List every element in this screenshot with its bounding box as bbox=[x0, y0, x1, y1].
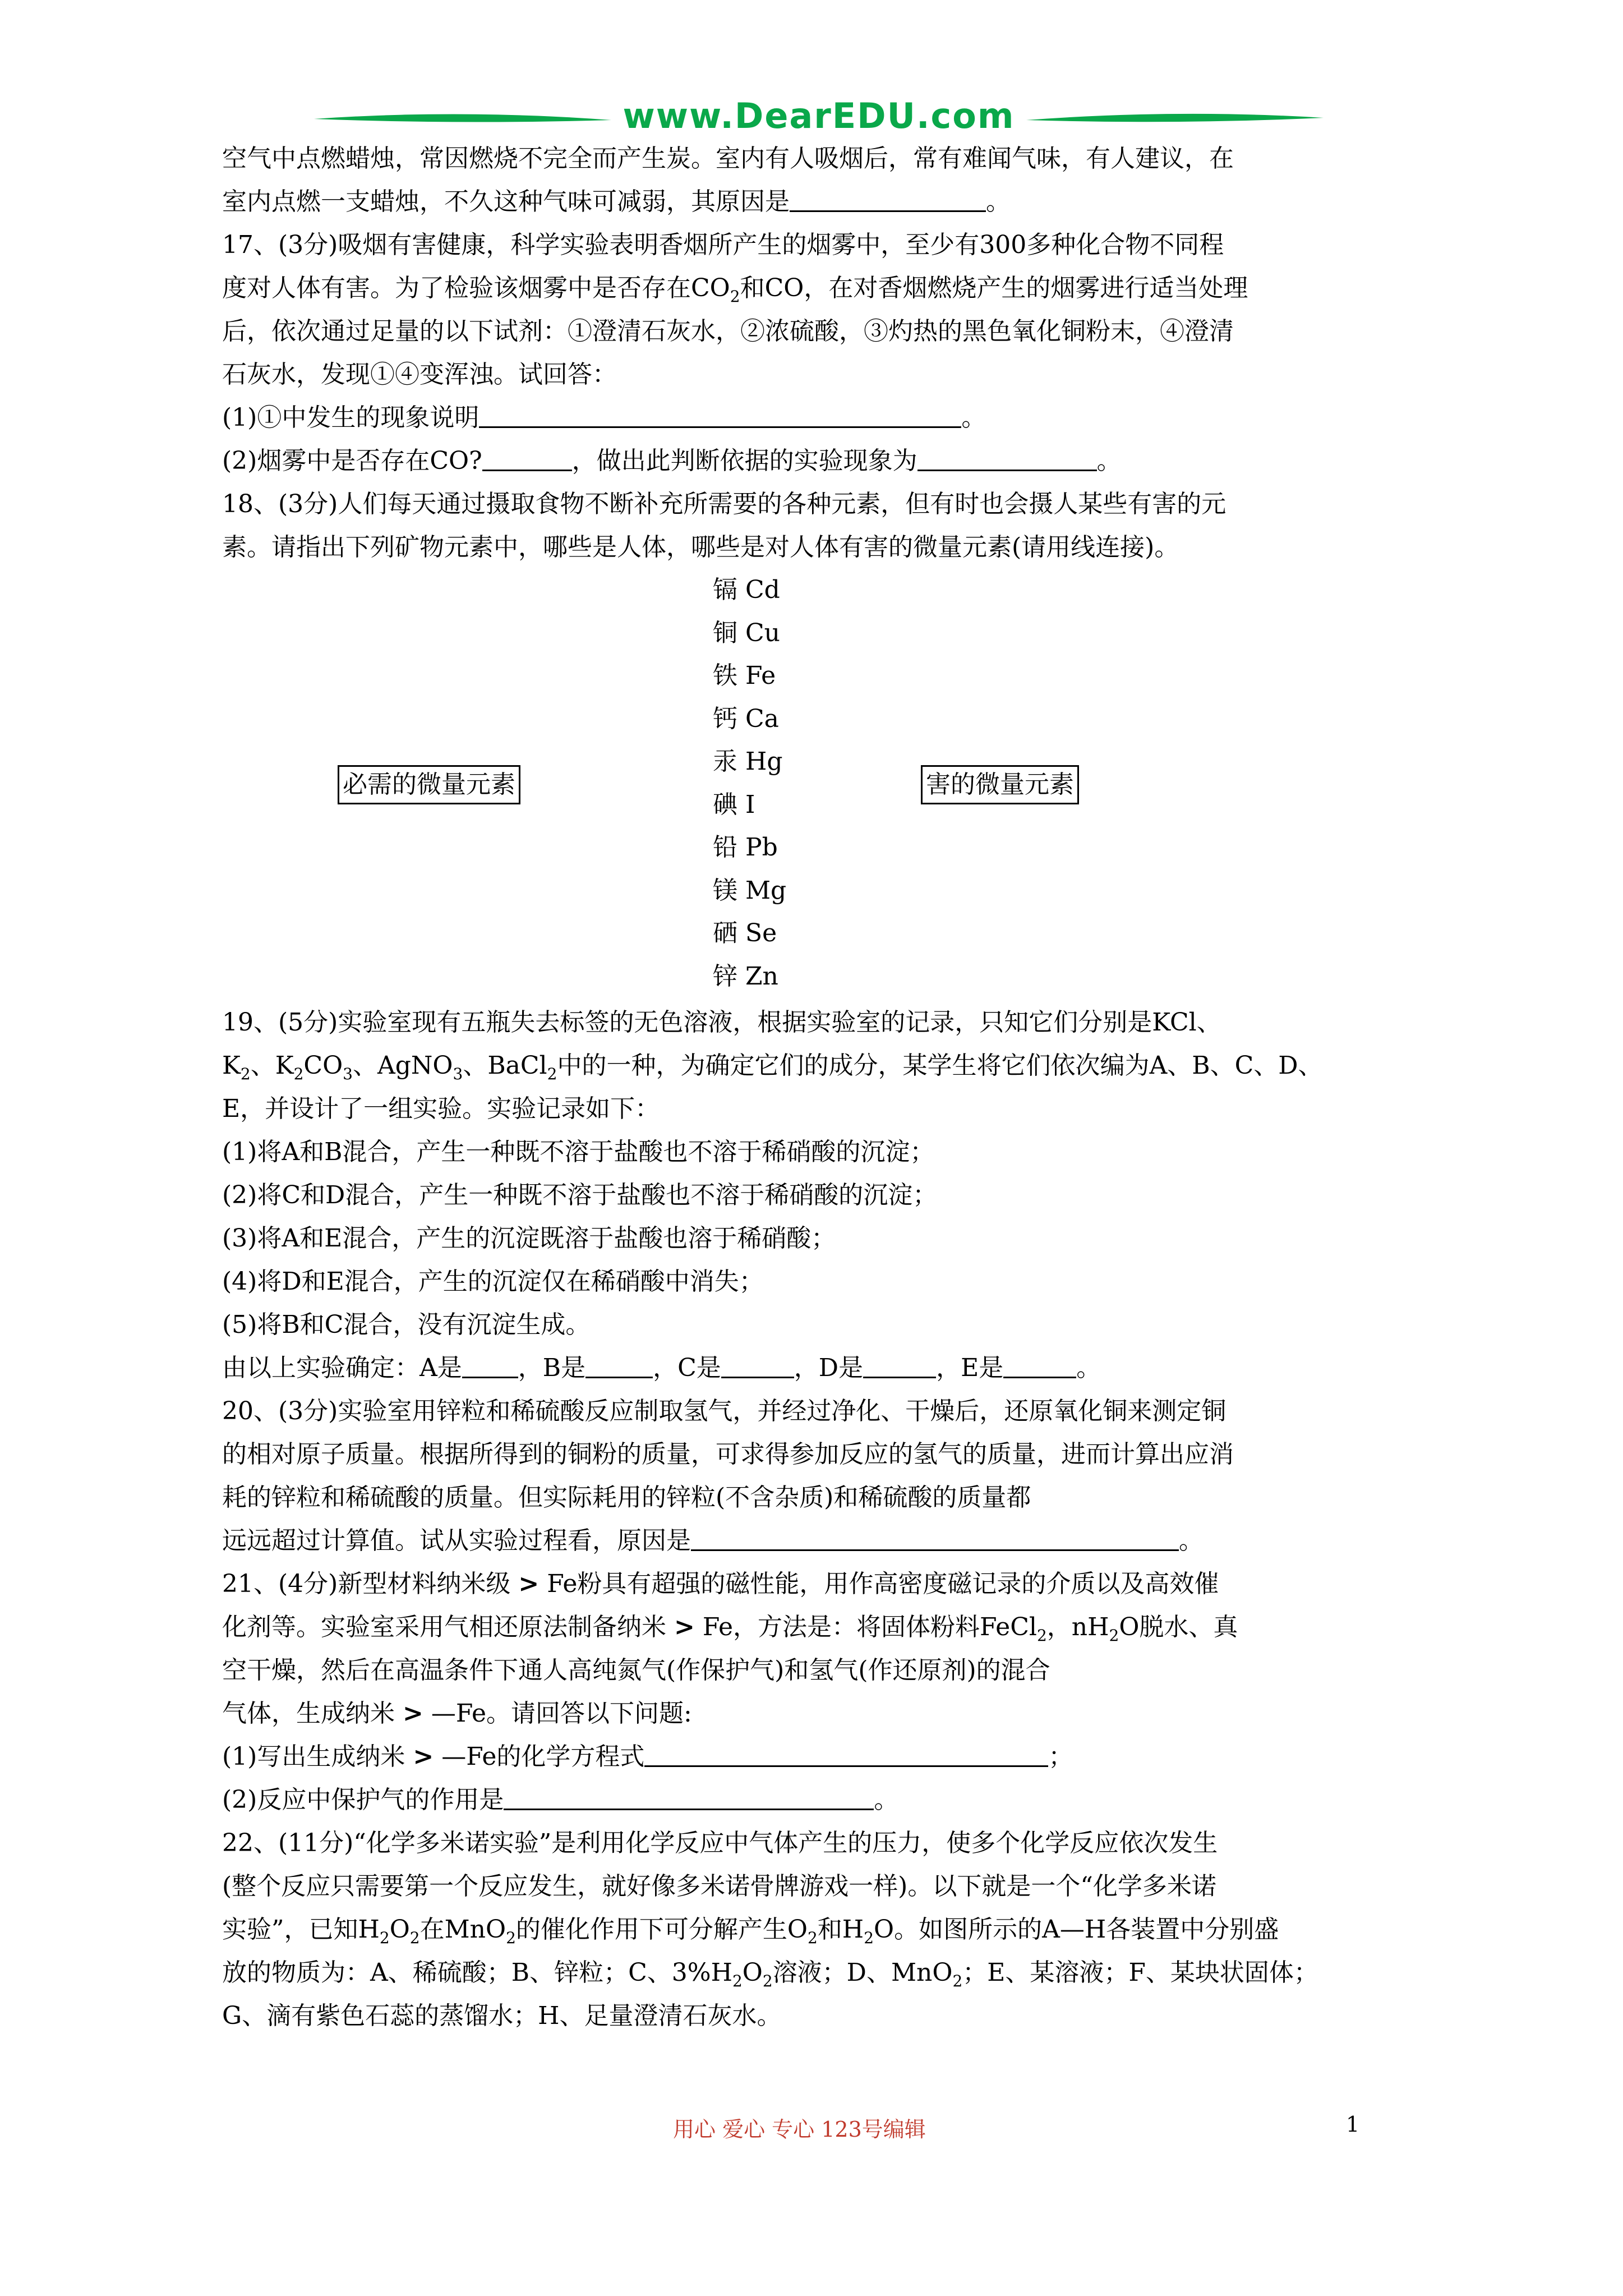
element-item: 铅 Pb bbox=[713, 833, 778, 862]
element-item: 碘 I bbox=[713, 790, 755, 819]
text-line: 化剂等。实验室采用气相还原法制备纳米 > Fe，方法是：将固体粉料FeCl$_2$，$nH_2O$脱水、真 bbox=[222, 1613, 1238, 1645]
element-item: 铜 Cu bbox=[713, 618, 780, 647]
site-header bbox=[314, 95, 1324, 140]
gamma-glyph: > bbox=[518, 1570, 540, 1598]
gamma-glyph: > bbox=[674, 1613, 695, 1641]
answer-blank bbox=[721, 1352, 794, 1378]
text-line: 空气中点燃蜡烛，常因燃烧不完全而产生炭。室内有人吸烟后，常有难闻气味，有人建议，在 bbox=[222, 144, 1234, 173]
text-line: 耗的锌粒和稀硫酸的质量。但实际耗用的锌粒(不含杂质)和稀硫酸的质量都 bbox=[222, 1483, 1031, 1512]
text-line: 气体，生成纳米 > —Fe。请回答以下问题: bbox=[222, 1699, 692, 1728]
harmful-elements-box: 害的微量元素 bbox=[921, 765, 1079, 804]
essential-elements-box: 必需的微量元素 bbox=[338, 765, 520, 804]
text-line: (1)①中发生的现象说明 。 bbox=[222, 396, 1414, 439]
question-20: 20、(3分)实验室用锌粒和稀硫酸反应制取氢气，并经过净化、干燥后，还原氧化铜来测定铜 bbox=[222, 1397, 1227, 1425]
answer-blank bbox=[691, 1525, 1179, 1551]
text-line: 后，依次通过足量的以下试剂：①澄清石灰水，②浓硫酸，③灼热的黑色氧化铜粉末，④澄清 bbox=[222, 317, 1234, 346]
text-line: 放的物质为：A、稀硫酸；B、锌粒；C、$3\%H_2O_2$溶液；D、MnO$_2$；E、某溶液；F、某块状固体； bbox=[222, 1958, 1318, 1990]
document-body bbox=[222, 137, 1414, 2037]
text-line: $K_2$、$K_2CO_3$、AgNO$_3$、BaCl$_2$中的一种，为确定它们的成分，某学生将它们依次编为A、B、C、D、 bbox=[222, 1051, 1323, 1083]
answer-blank bbox=[1003, 1352, 1076, 1378]
text-line: (5)将B和C混合，没有沉淀生成。 bbox=[222, 1310, 591, 1339]
site-logo: www.DearEDU.com bbox=[623, 95, 1015, 136]
element-item: 汞 Hg bbox=[713, 747, 783, 776]
gamma-glyph: > bbox=[413, 1742, 434, 1771]
text-line: (2)反应中保护气的作用是 。 bbox=[222, 1778, 1414, 1821]
answer-blank bbox=[482, 445, 572, 471]
text-line: (4)将D和E混合，产生的沉淀仅在稀硝酸中消失； bbox=[222, 1267, 764, 1296]
text-line: 度对人体有害。为了检验该烟雾中是否存在$CO_2$和CO，在对香烟燃烧产生的烟雾进行适当处理 bbox=[222, 274, 1248, 306]
question-18: 18、(3分)人们每天通过摄取食物不断补充所需要的各种元素，但有时也会摄人某些有害的元 bbox=[222, 490, 1227, 518]
question-21: 21、(4分)新型材料纳米级 > Fe粉具有超强的磁性能，用作高密度磁记录的介质以及高效催 bbox=[222, 1570, 1219, 1598]
answer-blank bbox=[504, 1784, 874, 1810]
answer-blank bbox=[462, 1352, 518, 1378]
text-line: (整个反应只需要第一个反应发生，就好像多米诺骨牌游戏一样)。以下就是一个“化学多米诺 bbox=[222, 1872, 1216, 1901]
question-17: 17、(3分)吸烟有害健康，科学实验表明香烟所产生的烟雾中，至少有300多种化合物不同程 bbox=[222, 231, 1224, 259]
right-swoosh-decoration bbox=[1026, 112, 1324, 127]
text-line: (1)将A和B混合，产生一种既不溶于盐酸也不溶于稀硝酸的沉淀； bbox=[222, 1138, 935, 1166]
answer-blank bbox=[644, 1741, 1048, 1767]
element-item: 钙 Ca bbox=[713, 704, 779, 733]
answer-blank bbox=[790, 186, 986, 212]
answer-blank bbox=[917, 445, 1097, 471]
element-item: 硒 Se bbox=[713, 919, 777, 947]
answer-blank bbox=[479, 402, 961, 428]
text-line: (3)将A和E混合，产生的沉淀既溶于盐酸也溶于稀硝酸； bbox=[222, 1224, 836, 1253]
text-line: 石灰水，发现①④变浑浊。试回答： bbox=[222, 360, 617, 389]
text-line: G、滴有紫色石蕊的蒸馏水；H、足量澄清石灰水。 bbox=[222, 2001, 782, 2030]
footer-credit: 用心 爱心 专心 123号编辑 bbox=[673, 2117, 926, 2142]
element-item: 镉 Cd bbox=[713, 576, 780, 604]
element-list bbox=[713, 569, 786, 998]
element-item: 铁 Fe bbox=[713, 661, 776, 690]
text-line: 室内点燃一支蜡烛，不久这种气味可减弱，其原因是 。 bbox=[222, 180, 1414, 223]
element-item: 镁 Mg bbox=[713, 876, 787, 905]
element-matching-area bbox=[222, 569, 1414, 1001]
answer-blank bbox=[863, 1352, 936, 1378]
text-line: 远远超过计算值。试从实验过程看，原因是 。 bbox=[222, 1519, 1414, 1562]
answer-blank bbox=[585, 1352, 653, 1378]
text-line: (1)写出生成纳米 > —Fe的化学方程式 ； bbox=[222, 1735, 1414, 1778]
text-line: 的相对原子质量。根据所得到的铜粉的质量，可求得参加反应的氢气的质量，进而计算出应消 bbox=[222, 1440, 1234, 1469]
text-line: E，并设计了一组实验。实验记录如下： bbox=[222, 1094, 660, 1123]
text-line: (2)烟雾中是否存在CO? ，做出此判断依据的实验现象为 。 bbox=[222, 439, 1414, 482]
gamma-glyph: > bbox=[403, 1699, 423, 1728]
text-line: 素。请指出下列矿物元素中，哪些是人体，哪些是对人体有害的微量元素(请用线连接)。 bbox=[222, 533, 1179, 562]
element-item: 锌 Zn bbox=[713, 961, 778, 991]
question-22: 22、(11分)“化学多米诺实验”是利用化学反应中气体产生的压力，使多个化学反应依次发生 bbox=[222, 1829, 1218, 1857]
text-line: 实验”，已知$H_2O_2$在MnO$_2$的催化作用下可分解产生$O_2$和$H_2O$。如图所示的A—H各装置中分别盛 bbox=[222, 1915, 1279, 1947]
text-line: 由以上实验确定：A是 ，B是 ，C是 ，D是 ，E是 。 bbox=[222, 1346, 1414, 1389]
question-19: 19、(5分)实验室现有五瓶失去标签的无色溶液，根据实验室的记录，只知它们分别是KCl、 bbox=[222, 1008, 1221, 1037]
text-line: (2)将C和D混合，产生一种既不溶于盐酸也不溶于稀硝酸的沉淀； bbox=[222, 1181, 938, 1209]
text-line: 空干燥，然后在高温条件下通人高纯氮气(作保护气)和氢气(作还原剂)的混合 bbox=[222, 1656, 1050, 1685]
page-number: 1 bbox=[1346, 2112, 1360, 2137]
